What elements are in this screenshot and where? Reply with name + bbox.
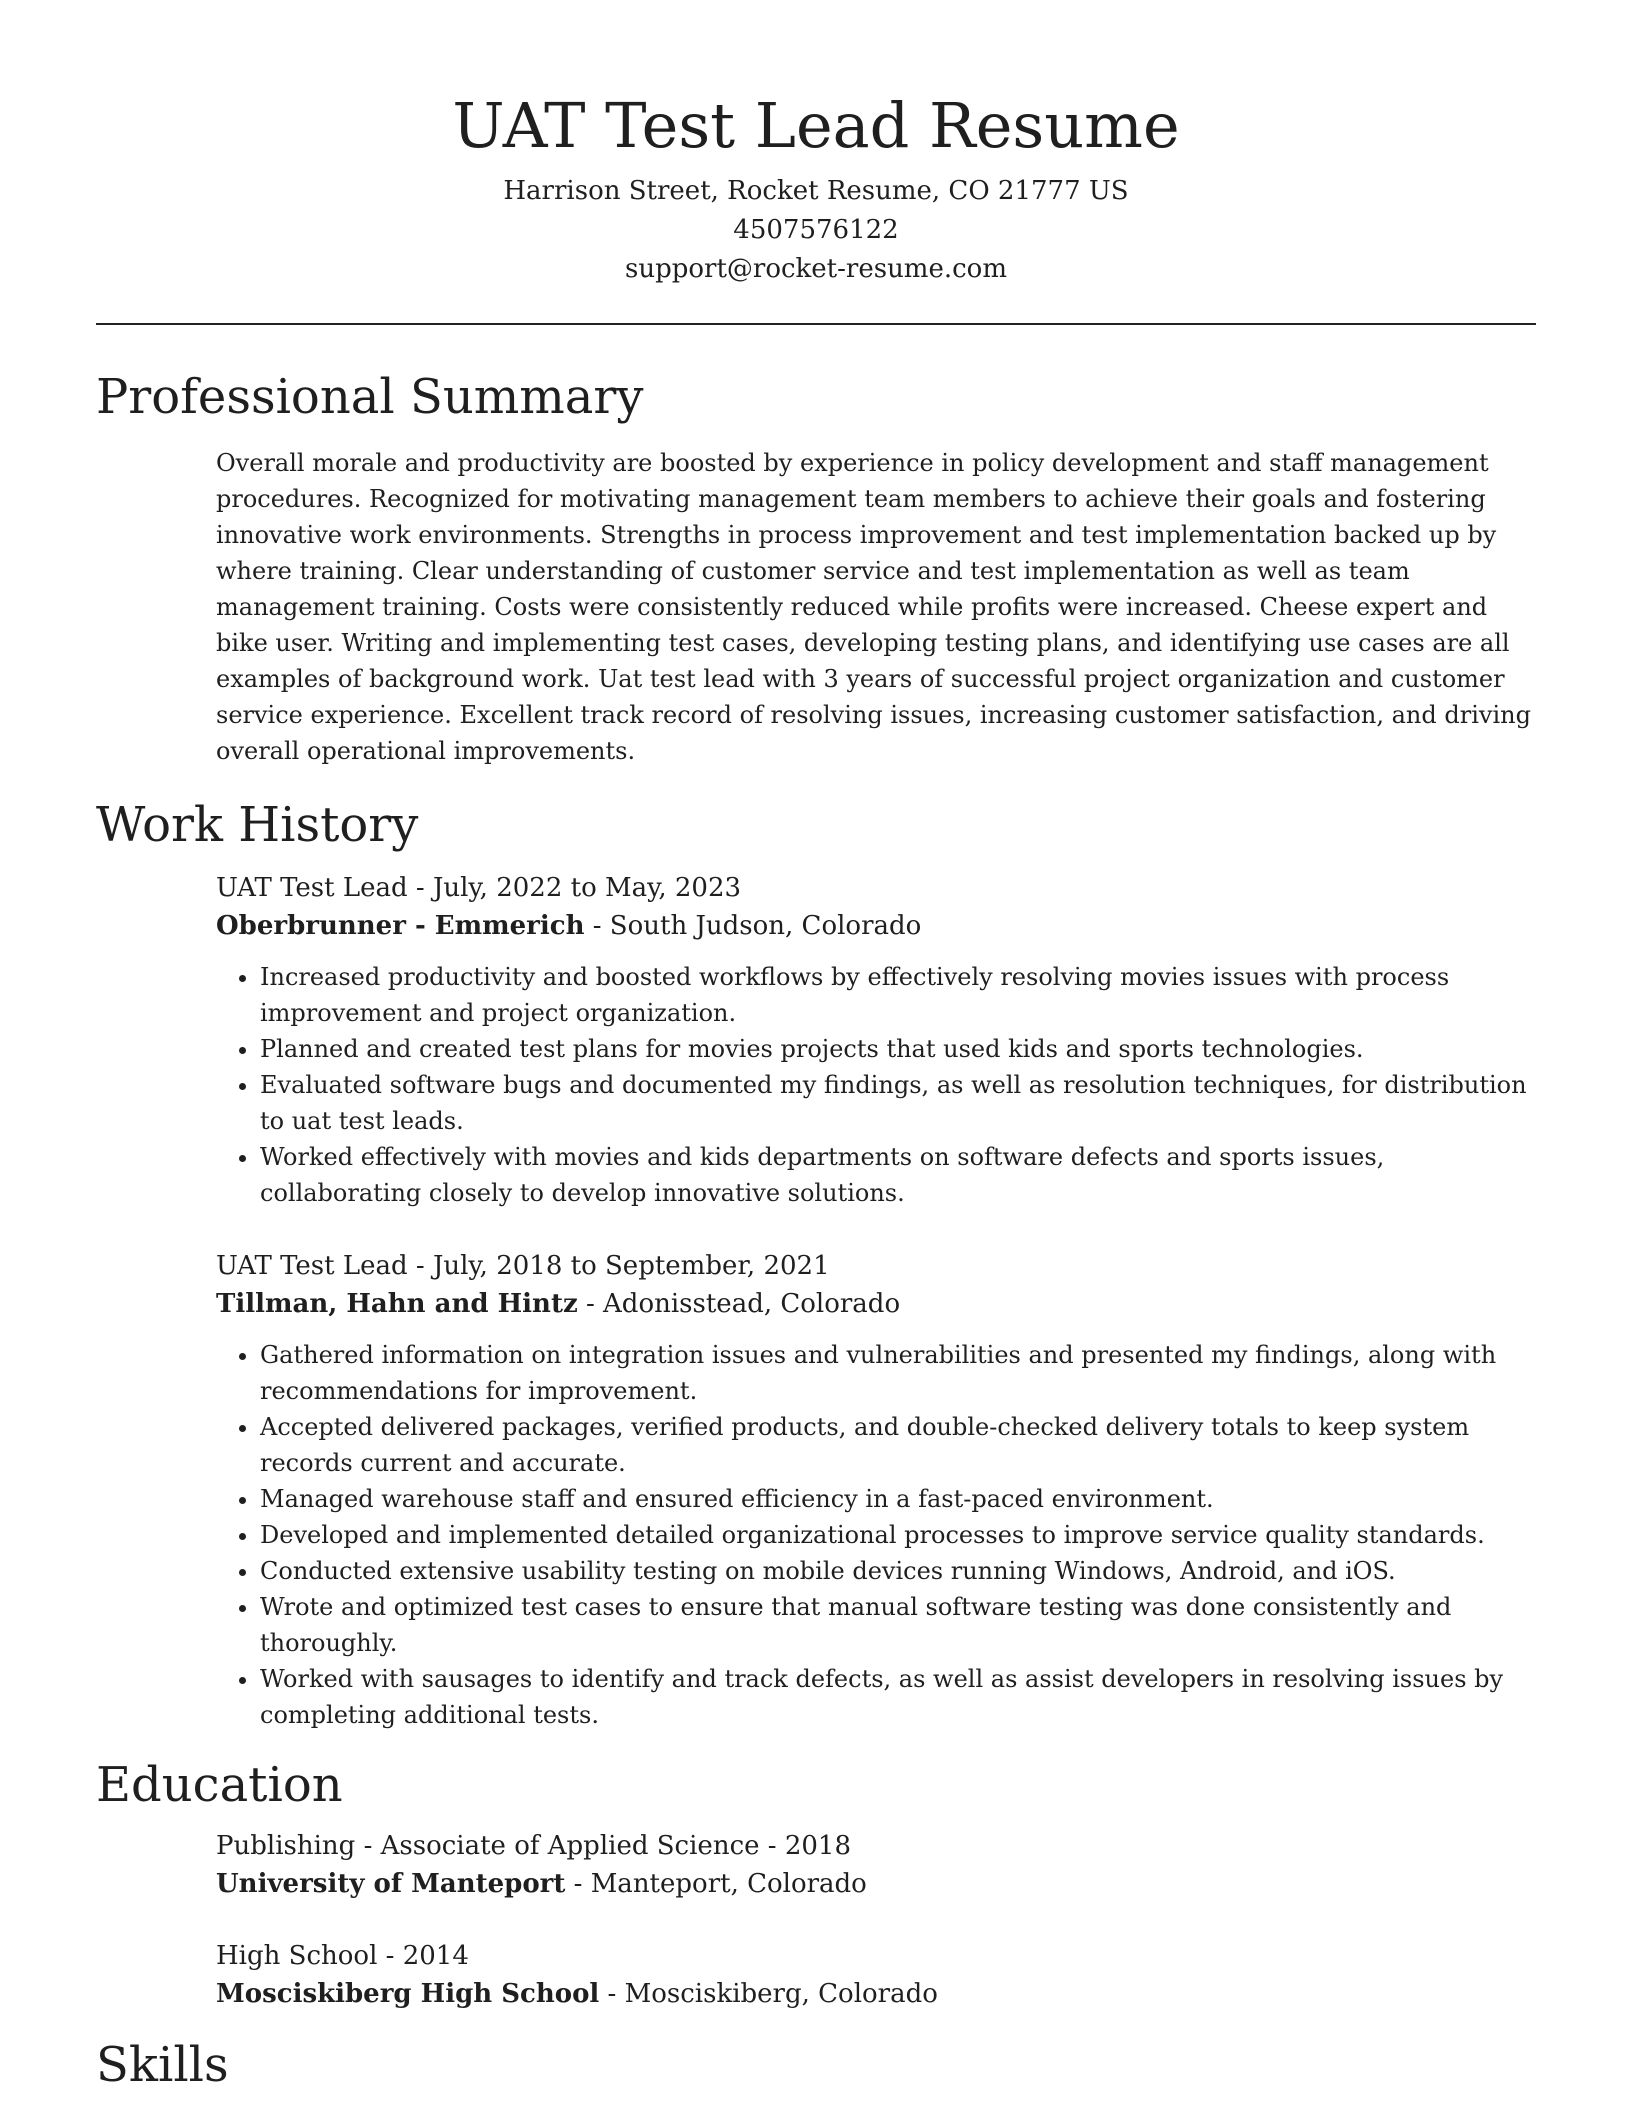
education-degree: Publishing - Associate of Applied Science - 2018 (216, 1831, 851, 1861)
job-location: - Adonisstead, Colorado (577, 1289, 901, 1319)
contact-address: Harrison Street, Rocket Resume, CO 21777 US (503, 176, 1129, 206)
job-bullet: • Accepted delivered packages, verified products, and double-checked delivery totals to keep system records current and accurate. (260, 1409, 1536, 1481)
contact-phone: 4507576122 (733, 215, 899, 245)
education-degree: High School - 2014 (216, 1941, 469, 1971)
summary-text: Overall morale and productivity are boosted by experience in policy development and staff management procedures. Recognized for motivating management team members to achieve their goals and fostering innovative work environments. Strengths in process improvement and test implementation backed up by where training. Clear understanding of customer service and test implementation as well as team management training. Costs were consistently reduced while profits were increased. Cheese expert and bike user. Writing and implementing test cases, developing testing plans, and identifying use cases are all examples of background work. Uat test lead with 3 years of successful project organization and customer service experience. Excellent track record of resolving issues, increasing customer satisfaction, and driving overall operational improvements. (216, 449, 1531, 765)
resume-page (96, 0, 1536, 2095)
education-school-line (216, 1975, 1536, 2013)
job-bullet: • Wrote and optimized test cases to ensure that manual software testing was done consistently and thoroughly. (260, 1589, 1536, 1661)
education-location: - Mosciskiberg, Colorado (599, 1979, 938, 2009)
education-school-line (216, 1865, 1536, 1903)
contact-block (96, 172, 1536, 289)
contact-email: support@rocket-resume.com (624, 254, 1007, 284)
job-bullet: • Increased productivity and boosted workflows by effectively resolving movies issues with process improvement and project organization. (260, 959, 1536, 1031)
education-school: Mosciskiberg High School (216, 1979, 600, 2009)
job-bullet: • Worked effectively with movies and kids departments on software defects and sports issues, collaborating closely to develop innovative solutions. (260, 1139, 1536, 1211)
job-bullets (216, 959, 1536, 1211)
education-heading: Education (96, 1757, 343, 1813)
job-role-dates: UAT Test Lead - July, 2018 to September, 2021 (216, 1251, 830, 1281)
job-bullet: • Evaluated software bugs and documented my findings, as well as resolution techniques, for distribution to uat test leads. (260, 1067, 1536, 1139)
education-location: - Manteport, Colorado (565, 1869, 867, 1899)
job-bullet: • Conducted extensive usability testing on mobile devices running Windows, Android, and iOS. (260, 1553, 1536, 1589)
education-school: University of Manteport (216, 1869, 566, 1899)
work-history-heading: Work History (96, 797, 419, 853)
job-company-line (216, 907, 1536, 945)
job-bullet: • Gathered information on integration issues and vulnerabilities and presented my findings, along with recommendations for improvement. (260, 1337, 1536, 1409)
job-company-line (216, 1285, 1536, 1323)
resume-title: UAT Test Lead Resume (452, 89, 1180, 162)
education-entry (216, 1937, 1536, 2013)
job-company: Tillman, Hahn and Hintz (216, 1289, 578, 1319)
job-role-dates: UAT Test Lead - July, 2022 to May, 2023 (216, 873, 742, 903)
job-bullets (216, 1337, 1536, 1733)
header-divider (96, 323, 1536, 325)
job-entry (216, 869, 1536, 1211)
summary-heading: Professional Summary (96, 369, 644, 425)
job-bullet: • Planned and created test plans for movies projects that used kids and sports technologies. (260, 1031, 1536, 1067)
job-bullet: • Worked with sausages to identify and track defects, as well as assist developers in resolving issues by completing additional tests. (260, 1661, 1536, 1733)
job-bullet: • Managed warehouse staff and ensured efficiency in a fast-paced environment. (260, 1481, 1536, 1517)
job-company: Oberbrunner - Emmerich (216, 911, 585, 941)
education-entry (216, 1827, 1536, 1903)
job-bullet: • Developed and implemented detailed organizational processes to improve service quality standards. (260, 1517, 1536, 1553)
job-entry (216, 1247, 1536, 1733)
skills-heading: Skills (96, 2037, 229, 2093)
job-location: - South Judson, Colorado (584, 911, 922, 941)
